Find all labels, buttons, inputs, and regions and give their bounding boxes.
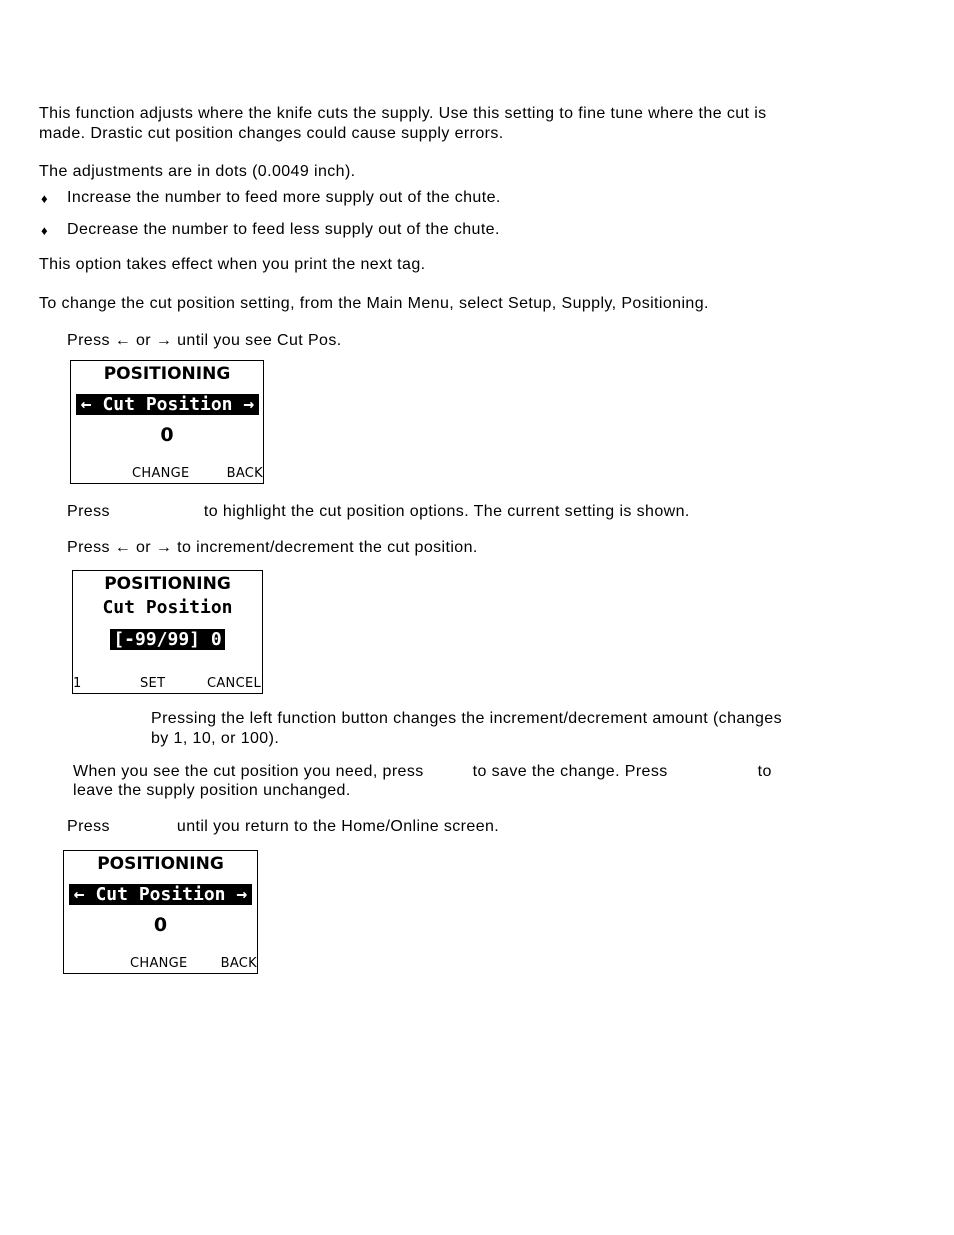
step-5-rest: until you return to the Home/Online screen. <box>176 818 500 835</box>
intro-line-2: made. Drastic cut position changes could cause supply errors. <box>39 125 504 142</box>
left-arrow-icon: ← <box>114 539 132 556</box>
lcd-screen-positioning-return <box>63 850 258 974</box>
effect-text: This option takes effect when you print the next tag. <box>39 256 426 273</box>
lcd-screen-positioning <box>70 360 264 484</box>
lcd-highlight-cut-position: ← Cut Position → <box>69 884 252 905</box>
step-3 <box>67 538 478 558</box>
lcd-screen-cut-position-edit <box>72 570 263 694</box>
lcd-highlight-range-value: [-99/99] 0 <box>110 629 225 650</box>
bullet-decrease: Decrease the number to feed less supply out of the chute. <box>67 221 500 238</box>
lcd-value: 0 <box>160 424 174 446</box>
lcd-title: POSITIONING <box>97 854 224 874</box>
softkey-change[interactable]: CHANGE <box>130 956 188 971</box>
softkey-cancel[interactable]: CANCEL <box>206 676 261 691</box>
lcd-title: POSITIONING <box>103 364 231 384</box>
step-1-press: Press <box>67 332 115 349</box>
note-line-1: Pressing the left function button changes the increment/decrement amount (changes <box>151 710 782 727</box>
lcd-title: POSITIONING <box>104 574 231 594</box>
right-arrow-icon: → <box>155 539 173 556</box>
step-2 <box>67 502 690 522</box>
step-4-line-1 <box>73 762 772 782</box>
softkey-back[interactable]: BACK <box>226 466 263 481</box>
change-intro: To change the cut position setting, from the Main Menu, select Setup, Supply, Positioning. <box>39 295 709 312</box>
step-3-or: or <box>131 539 156 556</box>
softkey-set[interactable]: SET <box>140 676 166 691</box>
step-3-rest: to increment/decrement the cut position. <box>172 539 478 556</box>
step-2-rest: to highlight the cut position options. The current setting is shown. <box>203 503 690 520</box>
step-1-rest: until you see Cut Pos. <box>172 332 342 349</box>
step-5-press: Press <box>67 818 110 835</box>
bullet-icon: ♦ <box>41 223 49 238</box>
left-arrow-icon: ← <box>114 332 132 349</box>
intro-line-1: This function adjusts where the knife cuts the supply. Use this setting to fine tune where the cut is <box>39 105 767 122</box>
lcd-value: 0 <box>153 914 168 936</box>
lcd-highlight-cut-position: ← Cut Position → <box>76 394 259 415</box>
step-2-press: Press <box>67 503 110 520</box>
step-4-line-2: leave the supply position unchanged. <box>73 782 351 799</box>
step-4-a: When you see the cut position you need, press <box>73 763 424 780</box>
lcd-subtitle: Cut Position <box>102 597 233 618</box>
step-4-b: to save the change. Press <box>472 763 668 780</box>
softkey-back[interactable]: BACK <box>220 956 257 971</box>
step-1-or: or <box>131 332 156 349</box>
step-3-press: Press <box>67 539 115 556</box>
step-1 <box>67 331 342 351</box>
bullet-increase: Increase the number to feed more supply out of the chute. <box>67 189 501 206</box>
step-5 <box>67 817 499 837</box>
units-text: The adjustments are in dots (0.0049 inch). <box>39 163 356 180</box>
right-arrow-icon: → <box>155 332 173 349</box>
softkey-change[interactable]: CHANGE <box>132 466 190 481</box>
step-4-c: to <box>757 763 772 780</box>
softkey-increment[interactable]: 1 <box>73 676 82 691</box>
note-line-2: by 1, 10, or 100). <box>151 730 280 747</box>
bullet-icon: ♦ <box>41 191 49 206</box>
